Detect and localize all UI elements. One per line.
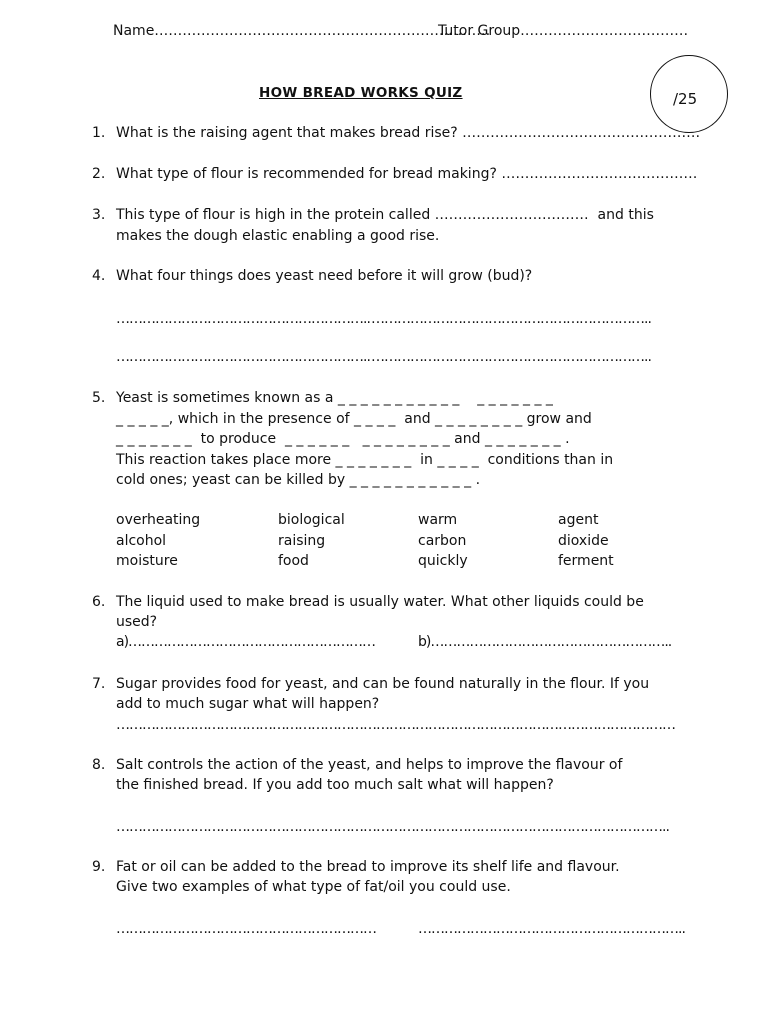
- answer-a-blank[interactable]: a)…………………………………………………: [116, 634, 376, 650]
- word-bank-item: biological: [278, 512, 345, 528]
- question-7-text: Sugar provides food for yeast, and can be found naturally in the flour. If you: [116, 676, 650, 692]
- answer-blank[interactable]: …………………………………………………………………………………………………………………: [116, 717, 675, 733]
- question-3-text: makes the dough elastic enabling a good rise.: [116, 228, 440, 244]
- question-number: 4.: [92, 268, 106, 284]
- question-8-text: the finished bread. If you add too much salt what will happen?: [116, 777, 554, 793]
- question-6-text: used?: [116, 614, 158, 630]
- answer-blank[interactable]: ………………………………………………………..: [371, 349, 651, 365]
- question-7-text: add to much sugar what will happen?: [116, 696, 380, 712]
- word-bank-item: carbon: [418, 533, 467, 549]
- question-number: 3.: [92, 207, 106, 223]
- word-bank-item: food: [278, 553, 309, 569]
- word-bank-item: overheating: [116, 512, 201, 528]
- answer-blank[interactable]: ……………………………………………………..: [418, 921, 685, 937]
- score-total: /25: [673, 90, 698, 108]
- tutor-group-field[interactable]: Tutor Group………………………………: [438, 23, 689, 39]
- question-number: 9.: [92, 859, 106, 875]
- question-6-text: The liquid used to make bread is usually water. What other liquids could be: [116, 594, 644, 610]
- word-bank-item: quickly: [418, 553, 468, 569]
- answer-blank[interactable]: ……………………………………………………: [116, 921, 376, 937]
- answer-blank[interactable]: ………………………………………………………..: [371, 311, 651, 327]
- word-bank-item: warm: [418, 512, 458, 528]
- word-bank-item: moisture: [116, 553, 178, 569]
- question-5-text: Yeast is sometimes known as a _ _ _ _ _ _ _ _ _ _ _ _ _ _ _ _ _ _: [116, 390, 553, 406]
- question-9-text: Fat or oil can be added to the bread to improve its shelf life and flavour.: [116, 859, 620, 875]
- question-5-text: _ _ _ _ _, which in the presence of _ _ _ _ and _ _ _ _ _ _ _ _ grow and: [116, 411, 592, 427]
- word-bank-item: ferment: [558, 553, 614, 569]
- word-bank-item: dioxide: [558, 533, 609, 549]
- answer-blank[interactable]: …………………………………………………..: [116, 349, 370, 365]
- question-5-text: _ _ _ _ _ _ _ to produce _ _ _ _ _ _ _ _ _ _ _ _ _ _ and _ _ _ _ _ _ _ .: [116, 431, 570, 447]
- question-number: 7.: [92, 676, 106, 692]
- word-bank-item: raising: [278, 533, 326, 549]
- word-bank-item: alcohol: [116, 533, 167, 549]
- name-field[interactable]: Name………………………………………………………………: [113, 23, 491, 39]
- answer-blank[interactable]: ………………………………………………………………………………………………………………..: [116, 819, 669, 835]
- question-3-text: This type of flour is high in the protein called …………………………… and this: [116, 207, 654, 223]
- question-number: 2.: [92, 166, 106, 182]
- question-5-text: This reaction takes place more _ _ _ _ _ _ _ in _ _ _ _ conditions than in: [116, 452, 614, 468]
- question-4-text: What four things does yeast need before it will grow (bud)?: [116, 268, 533, 284]
- question-number: 1.: [92, 125, 106, 141]
- answer-blank[interactable]: …………………………………………………..: [116, 311, 370, 327]
- question-2-text: What type of flour is recommended for bread making? ……………………………………: [116, 166, 698, 182]
- question-9-text: Give two examples of what type of fat/oil you could use.: [116, 879, 511, 895]
- answer-b-blank[interactable]: b)………………………………………………..: [418, 634, 672, 650]
- page-title: HOW BREAD WORKS QUIZ: [259, 85, 463, 101]
- question-number: 8.: [92, 757, 106, 773]
- question-5-text: cold ones; yeast can be killed by _ _ _ _ _ _ _ _ _ _ _ .: [116, 472, 481, 488]
- question-1-text: What is the raising agent that makes bread rise? ……………………………………………: [116, 125, 701, 141]
- word-bank-item: agent: [558, 512, 599, 528]
- question-number: 6.: [92, 594, 106, 610]
- question-8-text: Salt controls the action of the yeast, and helps to improve the flavour of: [116, 757, 623, 773]
- question-number: 5.: [92, 390, 106, 406]
